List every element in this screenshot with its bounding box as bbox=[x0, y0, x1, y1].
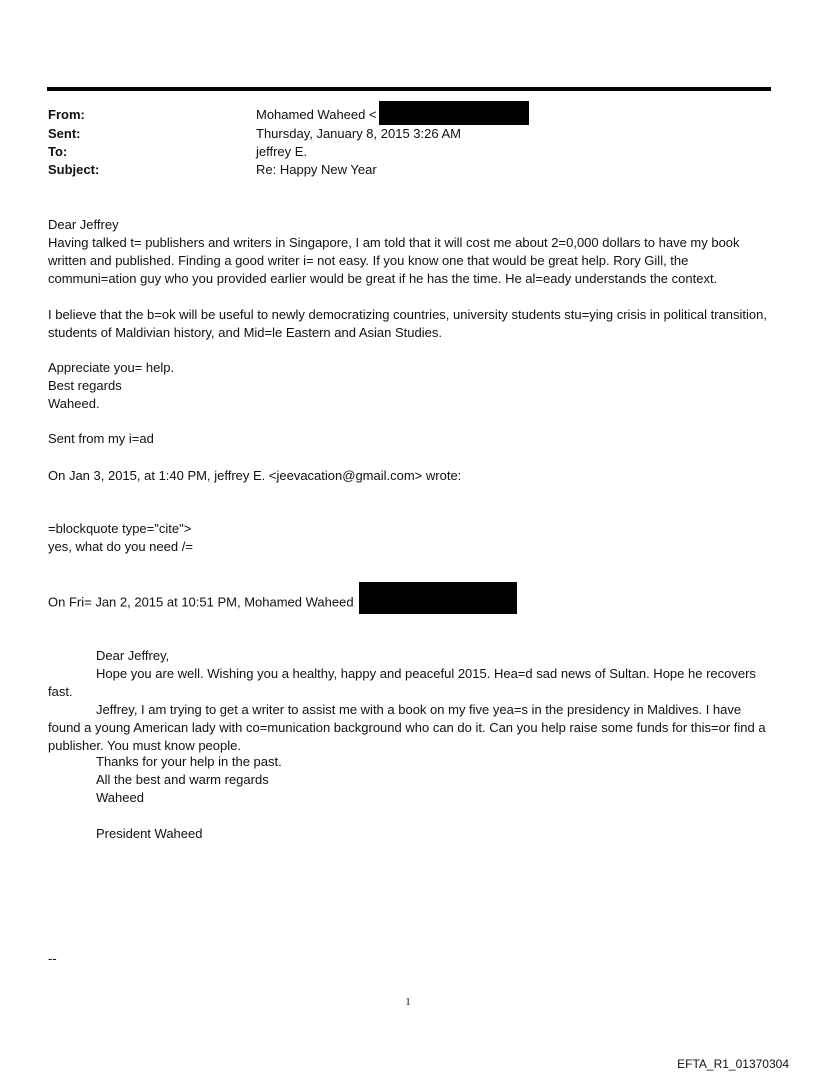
blockquote-tag: =blockquote type="cite"> bbox=[48, 521, 192, 536]
redaction-box bbox=[379, 101, 529, 125]
sent-value: Thursday, January 8, 2015 3:26 AM bbox=[256, 126, 461, 141]
sent-from: Sent from my i=ad bbox=[48, 431, 154, 446]
inner-paragraph-1: Hope you are well. Wishing you a healthy, happy and peaceful 2015. Hea=d sad news of Sultan. Hope he recovers fast. bbox=[48, 666, 756, 699]
sent-label: Sent: bbox=[48, 126, 81, 141]
header-rule bbox=[47, 87, 771, 91]
redaction-box bbox=[359, 582, 517, 614]
quote2-intro: On Fri= Jan 2, 2015 at 10:51 PM, Mohamed Waheed bbox=[48, 594, 354, 610]
subject-label: Subject: bbox=[48, 162, 100, 177]
closing-regards: Best regards bbox=[48, 378, 122, 393]
page-number: 1 bbox=[405, 996, 411, 1008]
inner-greeting: Dear Jeffrey, bbox=[96, 648, 170, 663]
paragraph-1: Having talked t= publishers and writers in Singapore, I am told that it will cost me about 2=0,000 dollars to have my book written and published. Finding a good writer i= not easy. If you know one that would be great help. Rory Gill, the communi=ation guy who you provided earlier would be great if he has the time. He al=eady understands the context. bbox=[48, 235, 740, 286]
paragraph-2: I believe that the b=ok will be useful to newly democratizing countries, university students stu=ying crisis in political transition, students of Maldivian history, and Mid=le Eastern and Asian Studies. bbox=[48, 307, 767, 340]
from-value bbox=[256, 106, 529, 125]
closing-appreciate: Appreciate you= help. bbox=[48, 360, 175, 375]
quote-intro: On Jan 3, 2015, at 1:40 PM, jeffrey E. <jeevacation@gmail.com> wrote: bbox=[48, 468, 462, 483]
from-label: From: bbox=[48, 107, 85, 122]
to-label: To: bbox=[48, 144, 68, 159]
inner-title: President Waheed bbox=[96, 826, 203, 841]
closing-signature: Waheed. bbox=[48, 396, 100, 411]
subject-value: Re: Happy New Year bbox=[256, 162, 377, 177]
document-id: EFTA_R1_01370304 bbox=[677, 1057, 789, 1071]
quote2-intro-row bbox=[48, 592, 774, 614]
reply-line: yes, what do you need /= bbox=[48, 539, 193, 554]
to-value: jeffrey E. bbox=[256, 144, 308, 159]
signature-dashes: -- bbox=[48, 951, 57, 966]
greeting: Dear Jeffrey bbox=[48, 217, 119, 232]
from-name: Mohamed Waheed < bbox=[256, 107, 377, 122]
inner-paragraph-2: Jeffrey, I am trying to get a writer to assist me with a book on my five yea=s in the presidency in Maldives. I have found a young American lady with co=munication background who can do it. Can you help raise some funds for this=or find a publisher. You must know people. bbox=[48, 702, 766, 753]
inner-best: All the best and warm regards bbox=[96, 772, 269, 787]
inner-thanks: Thanks for your help in the past. bbox=[96, 754, 282, 769]
inner-signature: Waheed bbox=[96, 790, 144, 805]
